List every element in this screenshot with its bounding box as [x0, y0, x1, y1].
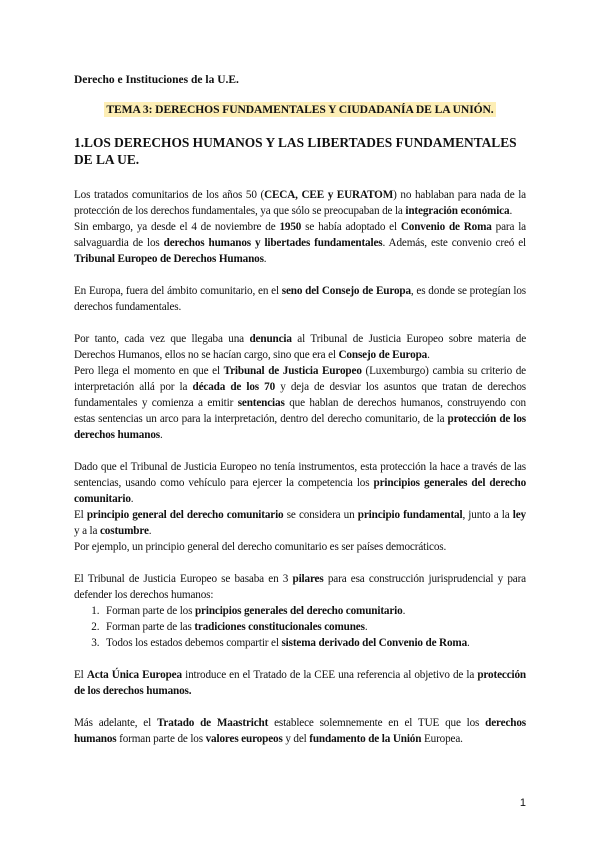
page-number: 1: [519, 797, 526, 809]
paragraph-1: Los tratados comunitarios de los años 50 (CECA, CEE y EURATOM) no hablaban para nada de la protección de los derechos fundamentales, ya que sólo se preocupaban de la integración económica.: [74, 189, 526, 217]
paragraph-2: Sin embargo, ya desde el 4 de noviembre de 1950 se había adoptado el Convenio de Roma para la salvaguardia de los derechos humanos y libertades fundamentales. Además, este convenio creó el Tribunal Europeo de Derechos Humanos.: [74, 221, 526, 265]
course-title: Derecho e Instituciones de la U.E.: [74, 74, 239, 86]
document-page: [74, 74, 526, 747]
paragraph-11: Más adelante, el Tratado de Maastricht establece solemnemente en el TUE que los derechos humanos forman parte de los valores europeos y del fundamento de la Unión Europea.: [74, 717, 526, 745]
list-item: 2. Forman parte de las tradiciones constitucionales comunes.: [102, 619, 526, 635]
spacer: [74, 699, 526, 715]
list-item: 3. Todos los estados debemos compartir el sistema derivado del Convenio de Roma.: [102, 635, 526, 651]
paragraph-10: El Acta Única Europea introduce en el Tratado de la CEE una referencia al objetivo de la protección de los derechos humanos.: [74, 669, 526, 697]
list-item: 1. Forman parte de los principios generales del derecho comunitario.: [102, 603, 526, 619]
spacer: [74, 315, 526, 331]
spacer: [74, 651, 526, 667]
paragraph-8: Por ejemplo, un principio general del derecho comunitario es ser países democráticos.: [74, 541, 447, 553]
paragraph-5: Pero llega el momento en que el Tribunal de Justicia Europeo (Luxemburgo) cambia su criterio de interpretación allá por la década de los 70 y deja de desviar los asuntos que tratan de derechos fundamentales y comienza a emitir sentencias que hablan de derechos humanos, construyendo con estas sentencias un arco para la interpretación, dentro del derecho comunitario, de la protección de los derechos humanos.: [74, 365, 527, 441]
paragraph-7: El principio general del derecho comunitario se considera un principio fundamental, junto a la ley y a la costumbre.: [74, 509, 526, 537]
spacer: [74, 443, 526, 459]
topic-heading: TEMA 3: DERECHOS FUNDAMENTALES Y CIUDADANÍA DE LA UNIÓN.: [106, 103, 494, 116]
section-title: 1.LOS DERECHOS HUMANOS Y LAS LIBERTADES FUNDAMENTALES DE LA UE.: [74, 135, 517, 167]
spacer: [74, 267, 526, 283]
topic-heading-wrap: [74, 100, 526, 118]
pillars-list: [74, 603, 526, 651]
spacer: [74, 555, 526, 571]
paragraph-4: Por tanto, cada vez que llegaba una denuncia al Tribunal de Justicia Europeo sobre materia de Derechos Humanos, ellos no se hacían cargo, sino que era el Consejo de Europa.: [74, 333, 527, 361]
paragraph-3: En Europa, fuera del ámbito comunitario, en el seno del Consejo de Europa, es donde se protegían los derechos fundamentales.: [74, 285, 527, 313]
paragraph-9: El Tribunal de Justicia Europeo se basaba en 3 pilares para esa construcción jurisprudencial y para defender los derechos humanos:: [74, 573, 526, 601]
paragraph-6: Dado que el Tribunal de Justicia Europeo no tenía instrumentos, esta protección la hace a través de las sentencias, usando como vehículo para ejercer la competencia los principios generales del derecho comunitario.: [74, 461, 527, 505]
